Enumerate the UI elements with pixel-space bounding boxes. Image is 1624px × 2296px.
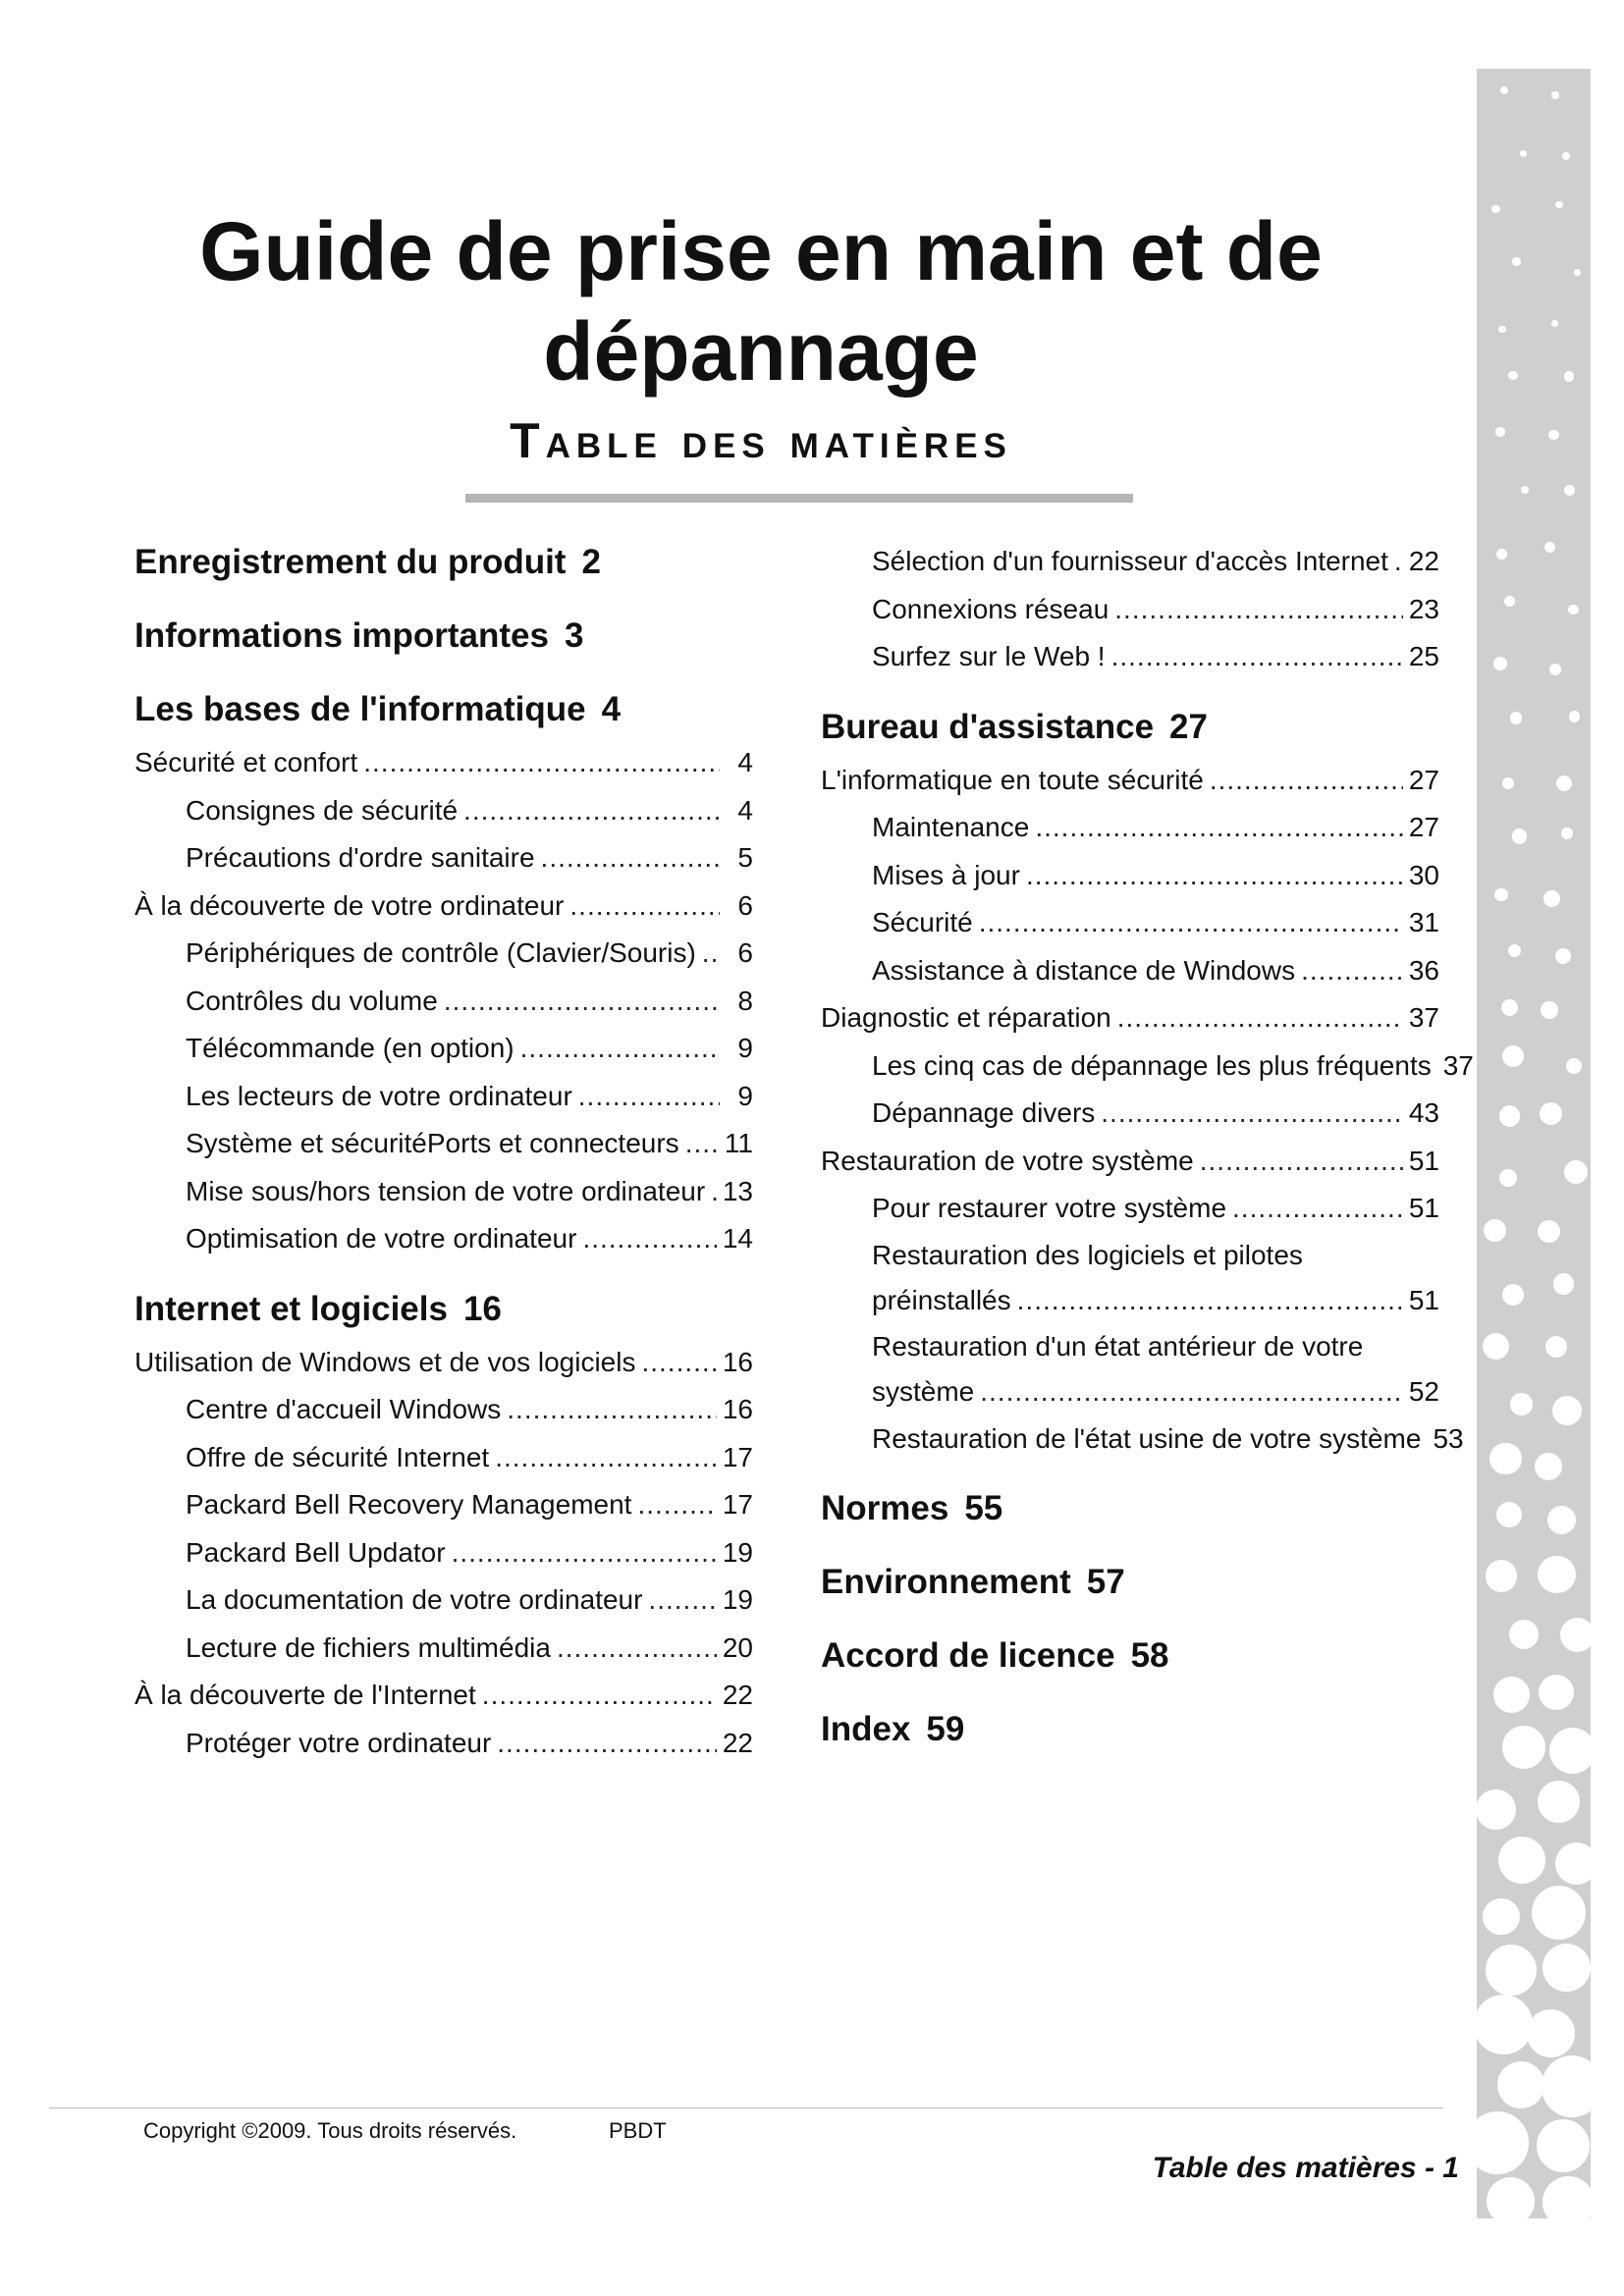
entry-title-line1: Restauration des logiciels et pilotes [872, 1239, 1303, 1270]
entry-title: La documentation de votre ordinateur [186, 1584, 643, 1615]
decorative-dot [1498, 326, 1505, 333]
toc-entry[interactable] [135, 1625, 753, 1673]
dot-leader [702, 930, 720, 978]
dot-leader [507, 1386, 717, 1434]
decorative-dot [1555, 1842, 1591, 1885]
dot-leader [1117, 994, 1403, 1042]
entry-page-number: 25 [1408, 641, 1439, 671]
chapter-page-number: 55 [964, 1489, 1003, 1527]
decorative-dot [1499, 1169, 1517, 1187]
entry-title: Offre de sécurité Internet [186, 1441, 490, 1472]
decorative-dot [1544, 542, 1555, 553]
entry-page-number: 9 [737, 1033, 753, 1063]
entry-title: Restauration de votre système [821, 1145, 1194, 1176]
toc-list-left [135, 538, 753, 1767]
chapter-title: Normes [821, 1489, 949, 1527]
entry-page-number: 52 [1408, 1375, 1439, 1407]
document-code: PBDT [609, 2118, 667, 2143]
decorative-dot [1562, 152, 1570, 160]
decorative-dot [1483, 1898, 1520, 1936]
entry-title: Les lecteurs de votre ordinateur [186, 1080, 572, 1111]
toc-entry[interactable] [821, 899, 1439, 947]
toc-entry[interactable] [821, 994, 1439, 1042]
decorative-dot [1487, 2177, 1535, 2218]
toc-entry[interactable] [821, 1042, 1474, 1091]
toc-entry[interactable] [135, 978, 753, 1026]
chapter-page-number: 3 [564, 616, 584, 655]
dot-leader [557, 1625, 717, 1673]
entry-title: Optimisation de votre ordinateur [186, 1223, 577, 1254]
toc-entry[interactable] [821, 852, 1439, 900]
toc-chapter[interactable] [821, 1484, 1439, 1533]
entry-page-number: 6 [737, 937, 753, 968]
page-subtitle: Table des matières [510, 413, 1012, 468]
entry-page-number: 53 [1433, 1422, 1464, 1454]
decorative-dot [1486, 1560, 1518, 1592]
entry-title: L'informatique en toute sécurité [821, 764, 1204, 795]
entry-title: Utilisation de Windows et de vos logiciels [135, 1346, 636, 1377]
entry-title: Diagnostic et réparation [821, 1002, 1111, 1033]
entry-title: Dépannage divers [872, 1097, 1096, 1128]
decorative-dot [1569, 711, 1580, 721]
decorative-dot [1493, 1677, 1530, 1713]
entry-title: Packard Bell Recovery Management [186, 1489, 632, 1520]
chapter-title: Accord de licence [821, 1636, 1115, 1675]
chapter-title: Informations importantes [135, 616, 549, 655]
entry-page-number: 22 [722, 1727, 753, 1758]
decorative-dot [1495, 427, 1505, 437]
entry-title: Précautions d'ordre sanitaire [186, 842, 535, 873]
chapter-page-number: 16 [462, 1289, 502, 1328]
dot-leader [1301, 947, 1403, 995]
decorative-dot [1500, 86, 1508, 94]
entry-title-line1: Restauration d'un état antérieur de votre [872, 1330, 1364, 1362]
dot-leader [1200, 1138, 1403, 1186]
entry-page-number: 9 [737, 1080, 753, 1111]
decorative-dot-strip [1477, 69, 1591, 2218]
decorative-dot [1555, 201, 1562, 208]
dot-leader [979, 899, 1403, 947]
entry-title-line2: système [872, 1375, 975, 1407]
entry-title: À la découverte de votre ordinateur [135, 889, 565, 921]
entry-page-number: 37 [1442, 1049, 1474, 1081]
dot-leader [1111, 633, 1403, 681]
decorative-dot [1493, 657, 1507, 670]
decorative-dot [1491, 205, 1500, 214]
entry-page-number: 27 [1408, 812, 1439, 842]
decorative-dot [1540, 1102, 1562, 1125]
entry-page-number: 13 [722, 1175, 753, 1206]
chapter-title: Bureau d'assistance [821, 707, 1155, 746]
entry-title: Mise sous/hors tension de votre ordinateur [186, 1175, 706, 1206]
decorative-dot [1545, 1336, 1567, 1358]
entry-title: Pour restaurer votre système [872, 1193, 1227, 1223]
dot-leader [1210, 757, 1403, 805]
entry-page-number: 5 [737, 842, 753, 873]
dot-leader [578, 1073, 720, 1121]
toc-chapter[interactable] [821, 1705, 1439, 1754]
entry-page-number: 17 [722, 1441, 753, 1472]
dot-leader [463, 787, 720, 835]
chapter-page-number: 58 [1130, 1636, 1169, 1675]
decorative-dot [1508, 371, 1518, 381]
dot-leader [495, 1434, 717, 1482]
dot-leader [1114, 586, 1403, 634]
decorative-dot [1532, 1886, 1586, 1940]
toc-entry[interactable] [821, 1138, 1439, 1186]
toc-entry[interactable] [135, 1434, 753, 1482]
chapter-page-number: 27 [1169, 707, 1208, 746]
entry-page-number: 16 [722, 1346, 753, 1377]
toc-entry[interactable] [135, 1481, 753, 1529]
decorative-dot [1560, 1618, 1591, 1652]
decorative-dot [1537, 2119, 1590, 2172]
decorative-dot [1477, 1789, 1516, 1830]
dot-leader [444, 978, 720, 1026]
decorative-dot [1502, 777, 1514, 789]
entry-page-number: 51 [1408, 1284, 1439, 1315]
toc-entry[interactable] [821, 1233, 1439, 1324]
entry-title: Mises à jour [872, 859, 1020, 890]
decorative-dot [1561, 828, 1573, 839]
entry-title: Sécurité [872, 907, 973, 937]
decorative-dot [1510, 712, 1522, 723]
entry-page-number: 43 [1408, 1097, 1439, 1128]
toc-chapter[interactable] [135, 612, 753, 661]
entry-page-number: 17 [722, 1489, 753, 1520]
entry-title-row [872, 1368, 1439, 1415]
toc-entry[interactable] [135, 834, 753, 882]
toc-entry[interactable] [821, 538, 1439, 586]
toc-chapter[interactable] [135, 1285, 753, 1334]
toc-list-right [821, 538, 1474, 1754]
decorative-dot [1543, 1944, 1591, 1992]
toc-entry[interactable] [135, 1168, 753, 1216]
title-divider [465, 494, 1133, 503]
entry-title-line2: préinstallés [872, 1284, 1011, 1315]
dot-leader [1017, 1277, 1403, 1324]
entry-title: Centre d'accueil Windows [186, 1394, 502, 1424]
entry-page-number: 30 [1408, 859, 1439, 890]
decorative-dot [1510, 1393, 1532, 1415]
toc-entry[interactable] [821, 757, 1439, 805]
entry-page-number: 16 [722, 1394, 753, 1424]
footer-divider [49, 2108, 1443, 2109]
decorative-dot [1512, 828, 1528, 844]
toc-entry[interactable] [821, 804, 1439, 852]
entry-title: Système et sécuritéPorts et connecteurs [186, 1128, 679, 1158]
dot-leader [1394, 538, 1403, 586]
decorative-dot [1538, 1781, 1579, 1822]
decorative-dot [1508, 944, 1521, 957]
decorative-dot [1551, 91, 1558, 98]
dot-leader [1035, 804, 1403, 852]
dot-leader [363, 739, 720, 787]
dot-leader [1026, 852, 1403, 900]
chapter-title: Index [821, 1710, 911, 1748]
dot-leader [520, 1025, 720, 1073]
entry-page-number: 27 [1408, 764, 1439, 795]
entry-title: Surfez sur le Web ! [872, 641, 1106, 671]
entry-title: Télécommande (en option) [186, 1033, 514, 1063]
entry-title: Contrôles du volume [186, 985, 438, 1016]
toc-entry[interactable] [135, 1215, 753, 1263]
copyright-notice: Copyright ©2009. Tous droits réservés. [143, 2118, 517, 2143]
entry-title: Périphériques de contrôle (Clavier/Souris) [186, 937, 696, 968]
entry-page-number: 31 [1408, 907, 1439, 937]
chapter-title: Environnement [821, 1563, 1071, 1601]
decorative-dot [1564, 485, 1575, 496]
dot-leader [497, 1720, 717, 1768]
entry-title: À la découverte de l'Internet [135, 1680, 476, 1710]
entry-page-number: 11 [724, 1128, 753, 1158]
dot-leader [685, 1120, 719, 1168]
toc-entry[interactable] [135, 1529, 753, 1577]
toc-entry[interactable] [821, 1324, 1439, 1415]
toc-entry[interactable] [821, 947, 1439, 995]
chapter-title: Enregistrement du produit [135, 543, 567, 581]
decorative-dot [1539, 1675, 1574, 1710]
entry-page-number: 4 [737, 747, 753, 777]
entry-page-number: 51 [1408, 1193, 1439, 1223]
decorative-dot [1502, 1045, 1524, 1067]
dot-leader [541, 834, 720, 882]
decorative-dot [1564, 371, 1575, 382]
toc-entry[interactable] [135, 1339, 753, 1387]
dot-leader [1232, 1185, 1403, 1233]
decorative-dot [1556, 775, 1572, 791]
entry-page-number: 22 [722, 1680, 753, 1710]
entry-page-number: 19 [722, 1536, 753, 1568]
entry-page-number: 19 [722, 1584, 753, 1615]
chapter-title: Internet et logiciels [135, 1289, 448, 1328]
decorative-dot [1520, 150, 1527, 157]
entry-title: Sélection d'un fournisseur d'accès Internet [872, 546, 1388, 576]
entry-page-number: 36 [1408, 954, 1439, 986]
decorative-dot [1547, 1506, 1576, 1534]
entry-title: Lecture de fichiers multimédia [186, 1631, 551, 1663]
toc-entry[interactable] [135, 1576, 753, 1625]
toc-chapter[interactable] [821, 1631, 1439, 1681]
entry-page-number: 8 [737, 985, 753, 1016]
toc-entry[interactable] [135, 882, 753, 931]
toc-entry[interactable] [135, 1672, 753, 1720]
dot-leader [482, 1672, 717, 1720]
entry-page-number: 51 [1408, 1145, 1439, 1176]
entry-page-number: 4 [737, 794, 753, 826]
entry-title: Restauration de l'état usine de votre système [872, 1422, 1422, 1454]
entry-title: Maintenance [872, 812, 1030, 842]
decorative-dot [1553, 1273, 1574, 1294]
chapter-page-number: 57 [1086, 1563, 1125, 1601]
decorative-dot [1489, 1443, 1521, 1474]
dot-leader [980, 1368, 1403, 1415]
toc-entry[interactable] [821, 1185, 1439, 1233]
toc-chapter[interactable] [821, 1558, 1439, 1607]
toc-right-column [821, 538, 1474, 1779]
decorative-dot [1527, 2009, 1575, 2057]
page-title: Guide de prise en main et de dépannage [199, 205, 1323, 398]
decorative-dot [1496, 1502, 1522, 1527]
decorative-dot [1566, 1058, 1582, 1074]
entry-title: Assistance à distance de Windows [872, 954, 1296, 986]
entry-page-number: 20 [722, 1631, 753, 1663]
decorative-dot [1538, 1556, 1576, 1594]
decorative-dot [1486, 1945, 1537, 1996]
entry-page-number: 37 [1408, 1002, 1439, 1033]
chapter-page-number: 59 [926, 1710, 965, 1748]
toc-chapter[interactable] [821, 703, 1439, 752]
decorative-dot [1538, 1220, 1560, 1243]
entry-title: Sécurité et confort [135, 747, 358, 777]
toc-entry[interactable] [135, 787, 753, 835]
dot-leader [582, 1215, 716, 1263]
toc-entry[interactable] [135, 1386, 753, 1434]
toc-entry[interactable] [821, 586, 1439, 634]
toc-chapter[interactable] [135, 685, 753, 734]
toc-entry[interactable] [135, 739, 753, 787]
entry-title: Packard Bell Updator [186, 1536, 446, 1568]
toc-entry[interactable] [135, 1720, 753, 1768]
decorative-dot [1548, 430, 1559, 441]
toc-left-column [135, 538, 753, 1767]
toc-entry[interactable] [135, 930, 753, 978]
dot-leader [452, 1529, 717, 1577]
dot-leader [648, 1576, 716, 1625]
toc-entry[interactable] [135, 1025, 753, 1073]
toc-entry[interactable] [135, 1073, 753, 1121]
entry-page-number: 23 [1408, 593, 1439, 624]
entry-title: Connexions réseau [872, 593, 1110, 624]
page-number-label: Table des matières - 1 [1152, 2152, 1459, 2184]
entry-page-number: 14 [722, 1223, 753, 1254]
dot-leader [569, 882, 720, 931]
entry-title: Consignes de sécurité [186, 794, 459, 826]
decorative-dot [1512, 257, 1521, 266]
entry-title: Protéger votre ordinateur [186, 1727, 492, 1758]
decorative-dot [1568, 605, 1579, 615]
toc-entry[interactable] [821, 633, 1439, 681]
toc-entry[interactable] [135, 1120, 753, 1168]
decorative-dot [1496, 549, 1507, 560]
chapter-page-number: 2 [581, 543, 601, 581]
decorative-dot [1549, 664, 1561, 675]
dot-leader [711, 1168, 717, 1216]
toc-entry[interactable] [821, 1090, 1439, 1138]
entry-page-number: 6 [737, 889, 753, 921]
entry-page-number: 22 [1408, 546, 1439, 576]
decorative-dot [1498, 1837, 1545, 1884]
chapter-title: Les bases de l'informatique [135, 690, 586, 728]
entry-title-row [872, 1277, 1439, 1324]
dot-leader [641, 1339, 716, 1387]
decorative-dot [1541, 1001, 1558, 1019]
chapter-page-number: 4 [601, 690, 622, 728]
decorative-dot [1549, 1728, 1591, 1774]
decorative-dot [1555, 948, 1571, 964]
toc-chapter[interactable] [135, 538, 753, 587]
dot-leader [637, 1481, 716, 1529]
decorative-dot [1502, 1726, 1545, 1769]
toc-entry[interactable] [821, 1415, 1464, 1464]
dot-leader [1101, 1090, 1403, 1138]
entry-title: Les cinq cas de dépannage les plus fréquents [872, 1049, 1432, 1081]
